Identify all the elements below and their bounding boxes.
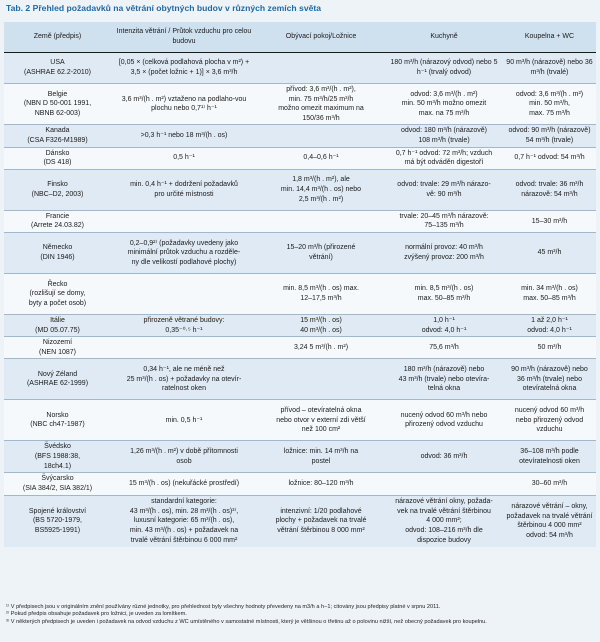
table-row xyxy=(4,53,596,84)
cell-country: Řecko (rozlišují se domy, byty a počet osob) xyxy=(4,273,111,314)
cell-country: USA (ASHRAE 62.2-2010) xyxy=(4,53,111,84)
cell-whole-building xyxy=(111,210,257,232)
cell-kitchen: trvale: 20–45 m³/h nárazově: 75–135 m³/h xyxy=(385,210,503,232)
cell-country: Německo (DIN 1946) xyxy=(4,232,111,273)
table-row xyxy=(4,400,596,441)
cell-whole-building: 1,26 m³/(h . m²) v době přítomnosti osob xyxy=(111,441,257,473)
cell-living-room: 15–20 m³/h (přirozené větrání) xyxy=(257,232,385,273)
cell-bathroom: 36–108 m³/h podle otevíratelnosti oken xyxy=(503,441,596,473)
table-title: Tab. 2 Přehled požadavků na větrání obytných budov v různých zemích světa xyxy=(6,3,322,13)
column-header-whole-building: Intenzita větrání / Průtok vzduchu pro celou budovu xyxy=(111,22,257,53)
cell-kitchen: odvod: trvale: 29 m³/h nárazo- vě: 90 m³/h xyxy=(385,169,503,210)
cell-country: Švédsko (BFS 1988:38, 18ch4.1) xyxy=(4,441,111,473)
cell-kitchen: 180 m³/h (nárazový odvod) nebo 5 h⁻¹ (trvalý odvod) xyxy=(385,53,503,84)
column-header-country: Země (předpis) xyxy=(4,22,111,53)
table-row xyxy=(4,210,596,232)
footnote: ¹⁾ V předpisech jsou v originálním znění používány různé jednotky, pro přehlednost byly všechny hodnoty převedeny na m3/h a h−1; citovány jsou předpisy platné v srpnu 2011. xyxy=(6,604,441,610)
cell-whole-building: 3,6 m³/(h . m²) vztaženo na podlaho-vou plochu nebo 0,7¹⁾ h⁻¹ xyxy=(111,84,257,125)
cell-whole-building: 0,5 h⁻¹ xyxy=(111,147,257,169)
cell-bathroom: 15–30 m³/h xyxy=(503,210,596,232)
cell-living-room: intenzivní: 1/20 podlahové plochy + požadavek na trvalé větrání štěrbinou 8 000 mm² xyxy=(257,495,385,547)
cell-country: Francie (Arrete 24.03.82) xyxy=(4,210,111,232)
cell-living-room: 1,8 m³/(h . m²), ale min. 14,4 m³/(h . os) nebo 2,5 m³/(h . m²) xyxy=(257,169,385,210)
table-row xyxy=(4,273,596,314)
cell-bathroom: odvod: 90 m³/h (nárazově) 54 m³/h (trvale) xyxy=(503,125,596,147)
cell-bathroom: odvod: trvale: 36 m³/h nárazově: 54 m³/h xyxy=(503,169,596,210)
cell-country: Nizozemí (NEN 1087) xyxy=(4,337,111,359)
table-row xyxy=(4,495,596,547)
column-header-bathroom: Koupelna + WC xyxy=(503,22,596,53)
cell-whole-building: 15 m³/(h . os) (nekuřácké prostředí) xyxy=(111,473,257,495)
cell-kitchen: nárazové větrání okny, požada- vek na trvalé větrání štěrbinou 4 000 mm²; odvod: 108–216 m³/h dle dispozice budovy xyxy=(385,495,503,547)
cell-bathroom: nárazové větrání – okny, požadavek na trvalé větrání štěrbinou 4 000 mm² odvod: 54 m³/h xyxy=(503,495,596,547)
table-row xyxy=(4,125,596,147)
cell-country: Kanada (CSA F326-M1989) xyxy=(4,125,111,147)
ventilation-requirements-table xyxy=(4,22,596,547)
footnote: ²⁾ Pokud předpis obsahuje požadavek pro ložnici, je uveden za lomítkem. xyxy=(6,611,187,618)
cell-living-room: 3,24 5 m³/(h . m²) xyxy=(257,337,385,359)
cell-living-room xyxy=(257,53,385,84)
cell-country: Švýcarsko (SIA 384/2, SIA 382/1) xyxy=(4,473,111,495)
table-row xyxy=(4,314,596,336)
cell-kitchen: min. 8,5 m³/(h . os) max. 50–85 m³/h xyxy=(385,273,503,314)
cell-whole-building xyxy=(111,273,257,314)
cell-whole-building: přirozeně větrané budovy: 0,35⁻⁰·⁵ h⁻¹ xyxy=(111,314,257,336)
table-row xyxy=(4,359,596,400)
table-row xyxy=(4,473,596,495)
cell-country: Finsko (NBC–D2, 2003) xyxy=(4,169,111,210)
table-row xyxy=(4,147,596,169)
cell-bathroom: 30–60 m³/h xyxy=(503,473,596,495)
cell-living-room: přívod: 3,6 m³/(h . m²), min. 75 m³/h/25 m³/h možno omezit maximum na 150/36 m³/h xyxy=(257,84,385,125)
cell-bathroom: 0,7 h⁻¹ odvod: 54 m³/h xyxy=(503,147,596,169)
table-row xyxy=(4,169,596,210)
cell-country: Spojené království (BS 5720-1979, BS5925-1991) xyxy=(4,495,111,547)
cell-bathroom: 45 m³/h xyxy=(503,232,596,273)
cell-whole-building: [0,05 × (celková podlahová plocha v m²) + 3,5 × (počet ložnic + 1)] × 3,6 m³/h xyxy=(111,53,257,84)
cell-kitchen: 1,0 h⁻¹ odvod: 4,0 h⁻¹ xyxy=(385,314,503,336)
table-row xyxy=(4,84,596,125)
table-row xyxy=(4,232,596,273)
cell-living-room: 15 m³/(h . os) 40 m³/(h . os) xyxy=(257,314,385,336)
cell-country: Itálie (MD 05.07.75) xyxy=(4,314,111,336)
cell-living-room xyxy=(257,210,385,232)
cell-country: Norsko (NBC ch47-1987) xyxy=(4,400,111,441)
cell-kitchen: odvod: 180 m³/h (nárazově) 108 m³/h (trvale) xyxy=(385,125,503,147)
column-header-kitchen: Kuchyně xyxy=(385,22,503,53)
cell-living-room: ložnice: 80–120 m³/h xyxy=(257,473,385,495)
cell-kitchen: normální provoz: 40 m³/h zvýšený provoz: 200 m³/h xyxy=(385,232,503,273)
footnote: ³⁾ V některých předpisech je uveden i požadavek na odvod vzduchu z WC umístěného v samostatné místnosti, který je většinou o třetinu až o polovinu nižší, než obecný požadavek pro koupelnu. xyxy=(6,618,487,625)
cell-living-room: 0,4–0,6 h⁻¹ xyxy=(257,147,385,169)
cell-kitchen: nucený odvod 60 m³/h nebo přirozený odvod vzduchu xyxy=(385,400,503,441)
cell-kitchen: 0,7 h⁻¹ odvod: 72 m³/h; vzduch má být odváděn digestoří xyxy=(385,147,503,169)
cell-whole-building xyxy=(111,337,257,359)
cell-kitchen: 180 m³/h (nárazově) nebo 43 m³/h (trvale) nebo otevíra- telná okna xyxy=(385,359,503,400)
cell-country: Nový Zéland (ASHRAE 62-1999) xyxy=(4,359,111,400)
cell-kitchen: odvod: 36 m³/h xyxy=(385,441,503,473)
cell-kitchen: odvod: 3,6 m³/(h . m²) min. 50 m³/h možno omezit max. na 75 m³/h xyxy=(385,84,503,125)
cell-living-room xyxy=(257,359,385,400)
cell-whole-building: 0,2–0,9²⁾ (požadavky uvedeny jako minimální průtok vzduchu a rozděle- ny dle velikostí podlahové plochy) xyxy=(111,232,257,273)
cell-country: Belgie (NBN D 50-001 1991, NBNB 62-003) xyxy=(4,84,111,125)
cell-whole-building: 0,34 h⁻¹, ale ne méně než 25 m³/(h . os) + požadavky na otevír- ratelnost oken xyxy=(111,359,257,400)
cell-kitchen: 75,6 m³/h xyxy=(385,337,503,359)
cell-living-room: ložnice: min. 14 m³/h na postel xyxy=(257,441,385,473)
cell-living-room xyxy=(257,125,385,147)
cell-bathroom: min. 34 m³/(h . os) max. 50–85 m³/h xyxy=(503,273,596,314)
table-row xyxy=(4,441,596,473)
table-body xyxy=(4,53,596,548)
cell-bathroom: 1 až 2,0 h⁻¹ odvod: 4,0 h⁻¹ xyxy=(503,314,596,336)
cell-whole-building: standardní kategorie: 43 m³/(h . os), min. 28 m³/(h . os)³⁾, luxusní kategorie: 65 m³/(h . os), min. 43 m³/(h . os) + požadavek na trvalé větrání štěrbinou 6 000 mm² xyxy=(111,495,257,547)
cell-bathroom: odvod: 3,6 m³/(h . m²) min. 50 m³/h, max. 75 m³/h xyxy=(503,84,596,125)
footnotes xyxy=(6,604,594,626)
cell-kitchen xyxy=(385,473,503,495)
cell-whole-building: min. 0,4 h⁻¹ + dodržení požadavků pro určité místnosti xyxy=(111,169,257,210)
table-row xyxy=(4,337,596,359)
column-header-living-room: Obývací pokoj/Ložnice xyxy=(257,22,385,53)
cell-living-room: přívod – otevíratelná okna nebo otvor v externí zdi větší než 100 cm² xyxy=(257,400,385,441)
header-row xyxy=(4,22,596,53)
cell-bathroom: 90 m³/h (nárazově) nebo 36 m³/h (trvale) nebo otevíratelná okna xyxy=(503,359,596,400)
cell-living-room: min. 8,5 m³/(h . os) max. 12–17,5 m³/h xyxy=(257,273,385,314)
cell-whole-building: >0,3 h⁻¹ nebo 18 m³/(h . os) xyxy=(111,125,257,147)
cell-bathroom: nucený odvod 60 m³/h nebo přirozený odvod vzduchu xyxy=(503,400,596,441)
cell-whole-building: min. 0,5 h⁻¹ xyxy=(111,400,257,441)
cell-bathroom: 90 m³/h (nárazově) nebo 36 m³/h (trvalé) xyxy=(503,53,596,84)
cell-country: Dánsko (DS 418) xyxy=(4,147,111,169)
cell-bathroom: 50 m³/h xyxy=(503,337,596,359)
